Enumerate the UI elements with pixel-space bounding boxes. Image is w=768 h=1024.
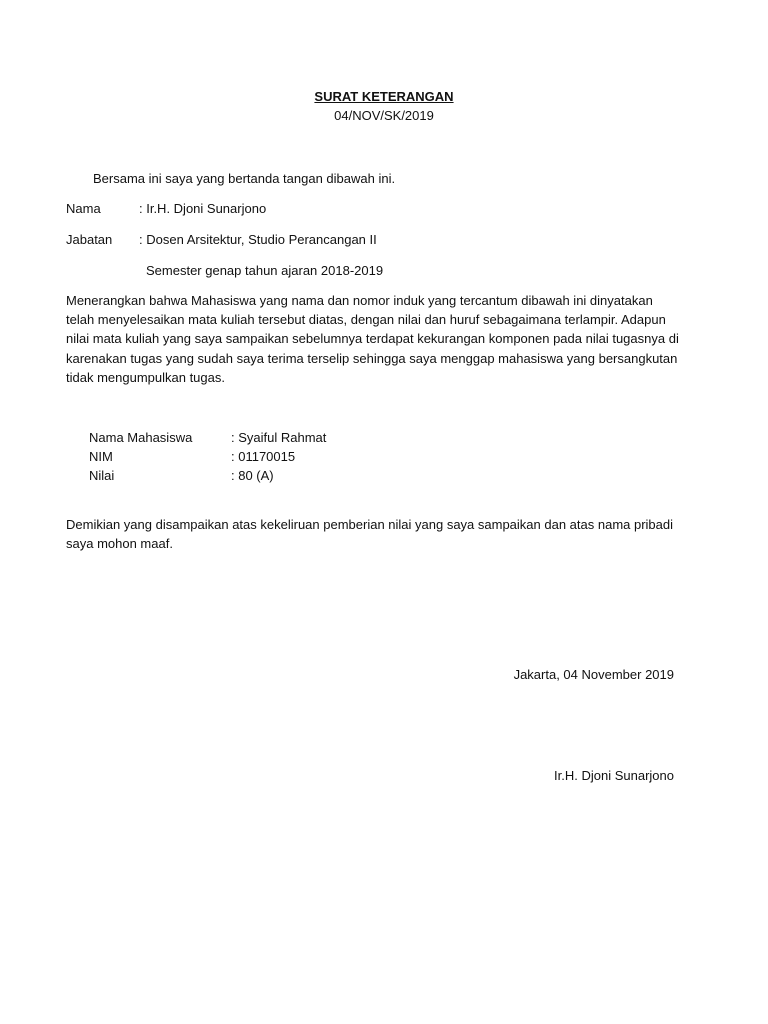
student-value-nama: : Syaiful Rahmat bbox=[231, 430, 327, 445]
opening-sentence: Bersama ini saya yang bertanda tangan dibawah ini. bbox=[93, 171, 396, 186]
body-line: nilai mata kuliah yang saya sampaikan sebelumnya terdapat kekurangan komponen pada nilai tugasnya di bbox=[66, 331, 679, 347]
body-line: tidak mengumpulkan tugas. bbox=[66, 369, 225, 385]
signer-name: Ir.H. Djoni Sunarjono bbox=[554, 768, 674, 783]
student-value-nilai: : 80 (A) bbox=[231, 468, 274, 483]
field-value-jabatan: : Dosen Arsitektur, Studio Perancangan II bbox=[139, 232, 377, 247]
letter-title: SURAT KETERANGAN bbox=[314, 89, 454, 104]
closing-line: saya mohon maaf. bbox=[66, 536, 173, 552]
body-line: Menerangkan bahwa Mahasiswa yang nama dan nomor induk yang tercantum dibawah ini dinyatakan bbox=[66, 293, 653, 308]
student-label-nim: NIM bbox=[89, 449, 113, 464]
jabatan-continuation: Semester genap tahun ajaran 2018-2019 bbox=[146, 263, 384, 278]
body-line: karenakan tugas yang sudah saya terima terselip sehingga saya menggap mahasiswa yang bersangkutan bbox=[66, 350, 678, 366]
closing-paragraph bbox=[66, 515, 682, 553]
place-date: Jakarta, 04 November 2019 bbox=[513, 667, 674, 682]
field-label-nama: Nama bbox=[66, 201, 101, 216]
student-label-nilai: Nilai bbox=[89, 468, 115, 483]
closing-line: Demikian yang disampaikan atas kekeliruan pemberian nilai yang saya sampaikan dan atas nama pribadi bbox=[66, 517, 674, 532]
field-value-nama: : Ir.H. Djoni Sunarjono bbox=[139, 201, 267, 216]
letter-number: 04/NOV/SK/2019 bbox=[334, 108, 434, 123]
field-label-jabatan: Jabatan bbox=[66, 232, 113, 247]
student-value-nim: : 01170015 bbox=[231, 449, 296, 464]
student-label-nama: Nama Mahasiswa bbox=[89, 430, 193, 445]
body-line: telah menyelesaikan mata kuliah tersebut diatas, dengan nilai dan huruf sebagaimana terlampir. Adapun bbox=[66, 312, 666, 328]
body-paragraph bbox=[66, 291, 682, 387]
